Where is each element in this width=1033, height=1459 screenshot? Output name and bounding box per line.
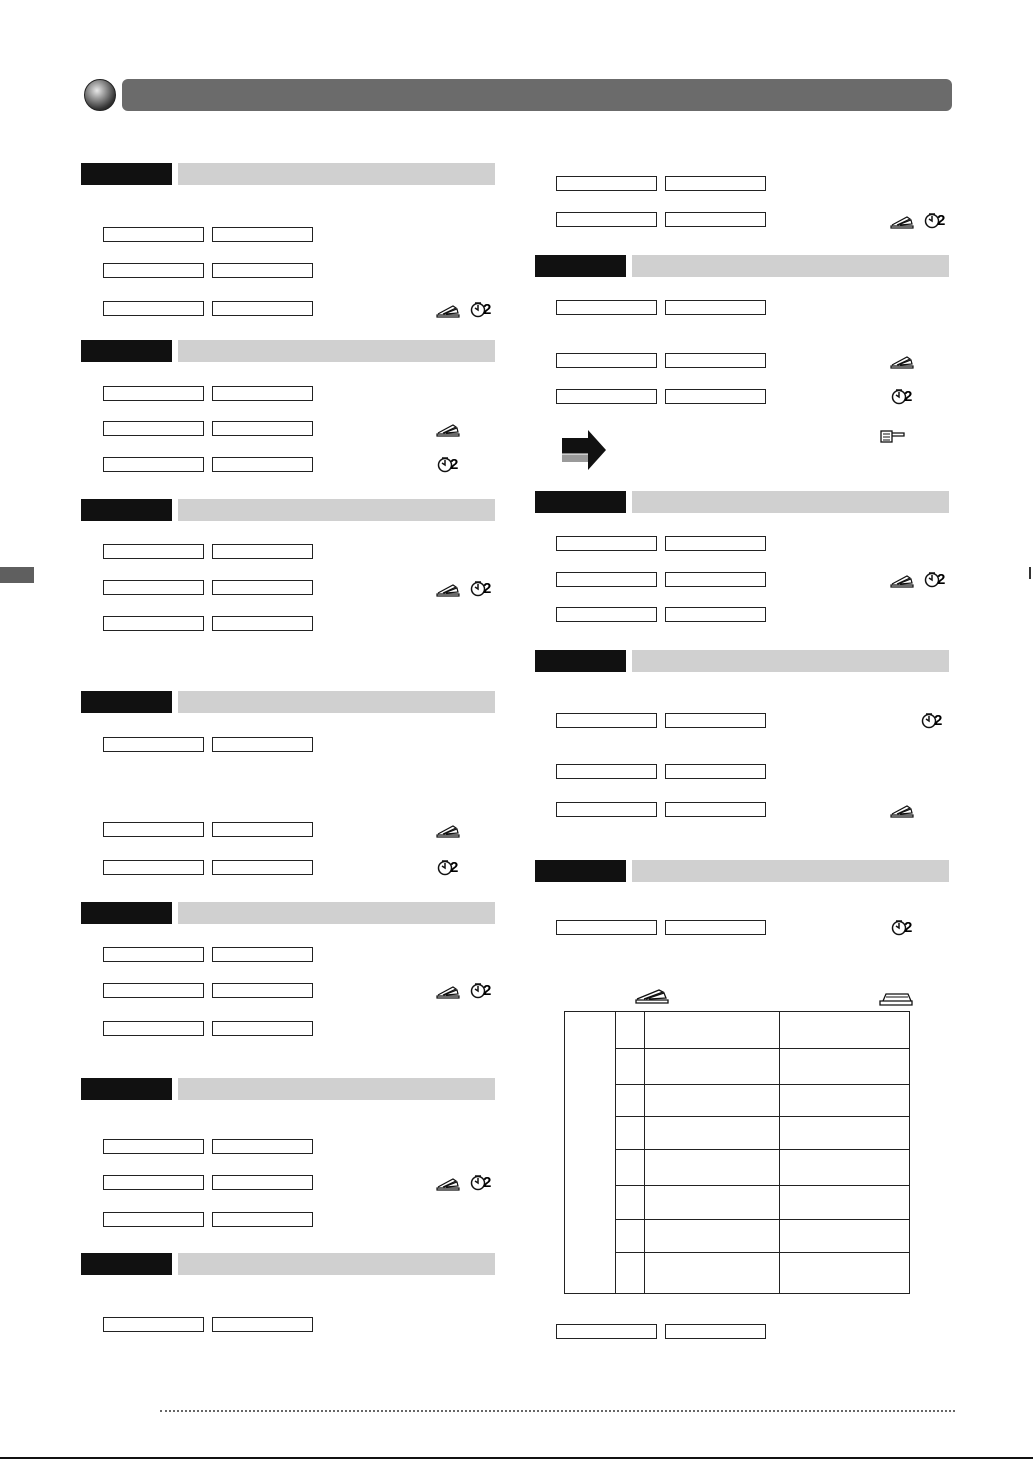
value-field [212, 1175, 313, 1190]
table-row [616, 1220, 910, 1253]
timer-2-icon [891, 918, 917, 938]
timer-label: 2 [450, 859, 459, 876]
param-field [556, 713, 657, 728]
section-label-l5 [81, 902, 172, 924]
param-field [103, 263, 204, 278]
param-field [103, 580, 204, 595]
param-field [103, 421, 204, 436]
table-row [616, 1186, 910, 1220]
pedal-icon [435, 419, 461, 439]
page-title-bar [122, 79, 952, 111]
param-field [556, 572, 657, 587]
param-field [103, 983, 204, 998]
param-field [103, 301, 204, 316]
header-bullet-icon [84, 79, 116, 111]
param-field [103, 822, 204, 837]
pedal-icon [435, 981, 461, 1001]
footer-divider [160, 1410, 955, 1412]
value-field [212, 1317, 313, 1332]
timer-2-icon [470, 1173, 496, 1193]
section-label-l7 [81, 1253, 172, 1275]
value-field [665, 353, 766, 368]
table-row [616, 1049, 910, 1085]
timer-2-icon [924, 211, 950, 231]
pedal-pressed-icon [634, 987, 670, 1005]
param-field [556, 764, 657, 779]
value-field [212, 386, 313, 401]
pedal-icon [889, 800, 915, 820]
param-field [556, 802, 657, 817]
param-field [556, 389, 657, 404]
section-heading-l1 [178, 163, 495, 185]
timer-label: 2 [483, 301, 492, 318]
timer-2-icon [470, 981, 496, 1001]
chapter-side-tab [0, 567, 34, 583]
param-field [556, 607, 657, 622]
timer-2-icon [437, 858, 463, 878]
value-field [212, 983, 313, 998]
timer-2-icon [924, 570, 950, 590]
table-row [616, 1117, 910, 1150]
section-label-l4 [81, 691, 172, 713]
param-field [556, 1324, 657, 1339]
section-heading-r1 [632, 255, 949, 277]
section-heading-l2 [178, 340, 495, 362]
section-heading-r2 [632, 491, 949, 513]
section-heading-r4 [632, 860, 949, 882]
value-field [212, 1021, 313, 1036]
value-field [212, 580, 313, 595]
pedal-icon [889, 351, 915, 371]
value-field [665, 300, 766, 315]
section-heading-l6 [178, 1078, 495, 1100]
section-heading-r3 [632, 650, 949, 672]
table-row [616, 1150, 910, 1186]
param-field [103, 457, 204, 472]
timer-label: 2 [904, 388, 913, 405]
pedal-released-icon [878, 990, 914, 1008]
pedal-icon [435, 1173, 461, 1193]
timer-label: 2 [934, 712, 943, 729]
param-field [103, 860, 204, 875]
param-field [103, 386, 204, 401]
section-label-l1 [81, 163, 172, 185]
timer-2-icon [470, 300, 496, 320]
section-label-l6 [81, 1078, 172, 1100]
section-heading-l5 [178, 902, 495, 924]
section-heading-l3 [178, 499, 495, 521]
param-field [556, 176, 657, 191]
section-heading-l4 [178, 691, 495, 713]
value-field [212, 421, 313, 436]
timer-label: 2 [904, 919, 913, 936]
value-field [665, 607, 766, 622]
timer-2-icon [921, 711, 947, 731]
value-field [665, 802, 766, 817]
param-field [103, 947, 204, 962]
value-field [665, 713, 766, 728]
value-field [212, 860, 313, 875]
param-field [556, 300, 657, 315]
section-label-r1 [535, 255, 626, 277]
table-row [616, 1011, 910, 1049]
timer-label: 2 [937, 571, 946, 588]
section-label-r3 [535, 650, 626, 672]
pedal-icon [435, 579, 461, 599]
timer-2-icon [437, 455, 463, 475]
timer-label: 2 [483, 982, 492, 999]
value-field [665, 920, 766, 935]
value-field [665, 389, 766, 404]
timer-2-icon [470, 579, 496, 599]
value-field [665, 536, 766, 551]
pointing-hand-icon [880, 428, 906, 444]
value-field [212, 1212, 313, 1227]
edge-tick [1029, 567, 1031, 579]
value-field [665, 176, 766, 191]
pedal-icon [889, 211, 915, 231]
param-field [556, 536, 657, 551]
param-field [103, 616, 204, 631]
pedal-icon [435, 300, 461, 320]
value-field [665, 572, 766, 587]
value-field [212, 301, 313, 316]
section-label-r4 [535, 860, 626, 882]
param-field [103, 1317, 204, 1332]
param-field [103, 1212, 204, 1227]
timer-label: 2 [483, 1174, 492, 1191]
value-field [212, 227, 313, 242]
param-field [103, 1175, 204, 1190]
value-field [212, 822, 313, 837]
value-field [212, 1139, 313, 1154]
param-field [556, 353, 657, 368]
param-field [103, 544, 204, 559]
param-field [103, 227, 204, 242]
param-field [556, 212, 657, 227]
param-field [103, 737, 204, 752]
value-field [212, 544, 313, 559]
section-heading-l7 [178, 1253, 495, 1275]
timer-2-icon [891, 387, 917, 407]
value-field [212, 947, 313, 962]
param-field [103, 1139, 204, 1154]
right-arrow-icon [560, 428, 608, 472]
timer-label: 2 [937, 212, 946, 229]
value-field [665, 1324, 766, 1339]
value-field [212, 457, 313, 472]
param-field [556, 920, 657, 935]
pedal-icon [889, 570, 915, 590]
section-label-l2 [81, 340, 172, 362]
section-label-r2 [535, 491, 626, 513]
value-field [212, 737, 313, 752]
table-row [616, 1085, 910, 1117]
timer-label: 2 [483, 580, 492, 597]
pedal-icon [435, 820, 461, 840]
value-field [212, 263, 313, 278]
value-field [665, 212, 766, 227]
param-field [103, 1021, 204, 1036]
section-label-l3 [81, 499, 172, 521]
value-field [212, 616, 313, 631]
value-field [665, 764, 766, 779]
timer-label: 2 [450, 456, 459, 473]
